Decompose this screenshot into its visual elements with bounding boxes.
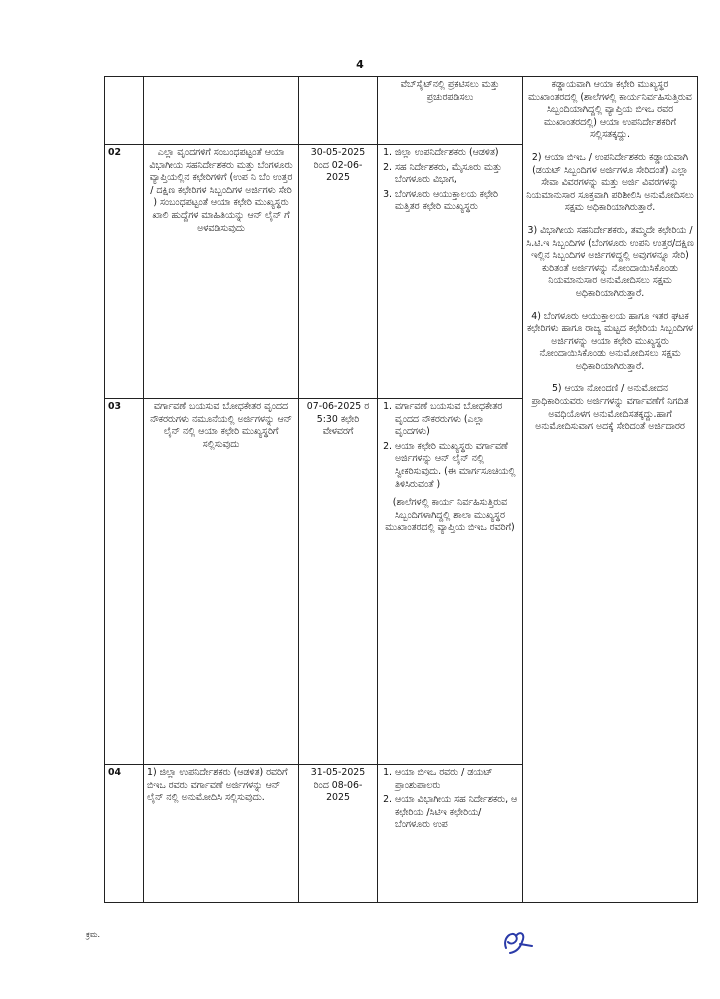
list-item: 3. ಬೆಂಗಳೂರು ಆಯುಕ್ತಾಲಯ ಕಛೇರಿ ಮತ್ತಿತರ ಕಛೇರಿ ಮುಖ್ಯಸ್ಥರು [395,189,519,214]
officer-note: (ಶಾಲೆಗಳಲ್ಲಿ ಕಾರ್ಯ ನಿರ್ವಹಿಸುತ್ತಿರುವ ಸಿಬ್ಬಂದಿಗಳಾಗಿದ್ದಲ್ಲಿ ಶಾಲಾ ಮುಖ್ಯಸ್ಥರ ಮುಖಾಂತರದಲ್ಲಿ ವ್ಯಾಪ್ತಿಯ ಬಿಇಒ ರವರಿಗೆ) [385,497,515,534]
officer-list [381,147,519,214]
table-row [105,77,698,145]
serial-number: 04 [105,765,144,903]
work-description: ಎಲ್ಲಾ ವೃಂದಗಳಿಗೆ ಸಂಬಂಧಪಟ್ಟಂತೆ ಆಯಾ ವಿಭಾಗೀಯ ಸಹನಿರ್ದೇಶಕರು ಮತ್ತು ಬೆಂಗಳೂರು ವ್ಯಾಪ್ತಿಯಲ್ಲಿನ ಕಛೇರಿಗಳಿಗೆ (ಉಪ ನಿ ಬೆಂ ಉತ್ತರ / ದಕ್ಷಿಣ ಕಛೇರಿಗಳ ಸಿಬ್ಬಂದಿಗಳ ಅರ್ಜಿಗಳು ಸೇರಿ ) ಸಂಬಂಧಪಟ್ಟಂತೆ ಆಯಾ ಕಛೇರಿ ಮುಖ್ಯಸ್ಥರು ಖಾಲಿ ಹುದ್ದೆಗಳ ಮಾಹಿತಿಯನ್ನು ಆನ್ ಲೈನ್ ಗೆ ಅಳವಡಿಸುವುದು [144,145,299,399]
note-paragraph: 3) ವಿಭಾಗೀಯ ಸಹನಿರ್ದೇಶಕರು, ತಮ್ಮದೇ ಕಛೇರಿಯ /ಸಿ.ಟಿ.ಇ ಸಿಬ್ಬಂದಿಗಳ (ಬೆಂಗಳೂರು ಉಪನಿ ಉತ್ತರ/ದಕ್ಷಿಣ ಇಲ್ಲಿನ ಸಿಬ್ಬಂದಿಗಳ ಅರ್ಜಿಗಳಿದ್ದಲ್ಲಿ ಅವುಗಳನ್ನೂ ಸೇರಿ) ಕುರಿತಂತೆ ಅರ್ಜಿಗಳನ್ನು ನೋಂದಾಯಿಸಿಕೊಂಡು ನಿಯಮಾನುಸಾರ ಅನುಮೋದಿಸಲು ಸಕ್ಷಮ ಅಧಿಕಾರಿಯಾಗಿರುತ್ತಾರೆ. [526,224,694,299]
list-item: 1. ಆಯಾ ಬಿಇಒ ರವರು / ಡಯಟ್ ಪ್ರಾಂಶುಪಾಲರು [395,767,519,792]
responsible-officer [378,145,523,399]
list-item: 2. ಆಯಾ ಕಛೇರಿ ಮುಖ್ಯಸ್ಥರು ವರ್ಗಾವಣೆ ಅರ್ಜಿಗಳನ್ನು ಆನ್ ಲೈನ್ ನಲ್ಲಿ ಸ್ವೀಕರಿಸುವುದು. (ಈ ಮಾರ್ಗಸೂಚಿಯಲ್ಲಿ ತಿಳಿಸಿರುವಂತೆ ) [395,441,519,491]
work-description: 1) ಜಿಲ್ಲಾ ಉಪನಿರ್ದೇಶಕರು (ಆಡಳಿತ) ರವರಿಗೆ ಬಿಇಒ ರವರು ವರ್ಗಾವಣೆ ಅರ್ಜಿಗಳನ್ನು ಆನ್ ಲೈನ್ ನಲ್ಲಿ ಅನುಮೋದಿಸಿ ಸಲ್ಲಿಸುವುದು. [144,765,299,903]
note-paragraph: 2) ಆಯಾ ಬಿಇಒ / ಉಪನಿರ್ದೇಶಕರು ಕಡ್ಡಾಯವಾಗಿ (ಡಯಟ್ ಸಿಬ್ಬಂದಿಗಳ ಅರ್ಜಿಗಳೂ ಸೇರಿದಂತೆ) ಎಲ್ಲಾ ಸೇವಾ ವಿವರಗಳನ್ನು ಮತ್ತು ಅರ್ಜಿ ವಿವರಗಳನ್ನು ನಿಯಮಾನುಸಾರ ಸೂಕ್ತವಾಗಿ ಪರಿಶೀಲಿಸಿ ಅನುಮೋದಿಸಲು ಸಕ್ಷಮ ಅಧಿಕಾರಿಯಾಗಿರುತ್ತಾರೆ. [526,151,694,214]
responsible-officer [378,765,523,903]
note-paragraph: ಕಡ್ಡಾಯವಾಗಿ ಆಯಾ ಕಛೇರಿ ಮುಖ್ಯಸ್ಥರ ಮುಖಾಂತರದಲ್ಲಿ (ಶಾಲೆಗಳಲ್ಲಿ ಕಾರ್ಯನಿರ್ವಹಿಸುತ್ತಿರುವ ಸಿಬ್ಬಂದಿಯಾಗಿದ್ದಲ್ಲಿ ವ್ಯಾಪ್ತಿಯ ಬಿಇಒ ರವರ ಮುಖಾಂತರದಲ್ಲಿ) ಆಯಾ ಉಪನಿರ್ದೇಶಕರಿಗೆ ಸಲ್ಲಿಸತಕ್ಕದ್ದು. [528,79,692,141]
date-range: 30-05-2025 ರಿಂದ 02-06-2025 [299,145,378,399]
officer-list [381,401,519,491]
officer-text: ವೆಬ್‌ಸೈಟ್‌ನಲ್ಲಿ ಪ್ರಕಟಿಸಲು ಮತ್ತು ಪ್ರಚುರಪಡಿಸಲು [400,79,500,103]
date-range [299,77,378,145]
responsible-officer [378,77,523,145]
note-paragraph: 5) ಆಯಾ ನೋಂದಣಿ / ಅನುಮೋದನ ಪ್ರಾಧಿಕಾರಿಯವರು ಅರ್ಜಿಗಳನ್ನು ವರ್ಗಾವಣೆಗೆ ನಿಗದಿತ ಅವಧಿಯೊಳಗ ಅನುಮೋದಿಸತಕ್ಕದ್ದು.ಹಾಗೆ ಅನುಮೋದಿಸುವಾಗ ಅದಕ್ಕೆ ಸೇರಿದಂತೆ ಅರ್ಜಿದಾರರ [531,383,689,433]
serial-number: 03 [105,399,144,765]
work-description: ವರ್ಗಾವಣೆ ಬಯಸುವ ಬೋಧಕೇತರ ವೃಂದದ ನೌಕರರುಗಳು ನಮೂನೆಯಲ್ಲಿ ಅರ್ಜಿಗಳನ್ನು ಆನ್ ಲೈನ್ ನಲ್ಲಿ ಆಯಾ ಕಛೇರಿ ಮುಖ್ಯಸ್ಥರಿಗೆ ಸಲ್ಲಿಸುವುದು [144,399,299,765]
officer-list [381,767,519,832]
signature [498,926,538,960]
list-item: 1. ಜಿಲ್ಲಾ ಉಪನಿರ್ದೇಶಕರು (ಆಡಳಿತ) [395,147,519,160]
responsible-officer [378,399,523,765]
note-paragraph: 4) ಬೆಂಗಳೂರು ಆಯುಕ್ತಾಲಯ ಹಾಗೂ ಇತರ ಘಟಕ ಕಛೇರಿಗಳು ಹಾಗೂ ರಾಜ್ಯ ಮಟ್ಟದ ಕಛೇರಿಯ ಸಿಬ್ಬಂದಿಗಳ ಅರ್ಜಿಗಳನ್ನು ಆಯಾ ಕಛೇರಿ ಮುಖ್ಯಸ್ಥರು ನೋಂದಾಯಿಸಿಕೊಂಡು ಅನುಮೋದಿಸಲು ಸಕ್ಷಮ ಅಧಿಕಾರಿಯಾಗಿರುತ್ತಾರೆ. [526,310,694,372]
notes-cell [523,77,698,903]
serial-number: 02 [105,145,144,399]
footer-mark: ಕ್ರಮ. [86,930,101,939]
list-item: 1. ವರ್ಗಾವಣೆ ಬಯಸುವ ಬೋಧಕೇತರ ವೃಂದದ ನೌಕರರುಗಳು (ಎಲ್ಲಾ ವೃಂದಗಳು) [395,401,519,439]
list-item: 2. ಆಯಾ ವಿಭಾಗೀಯ ಸಹ ನಿರ್ದೇಶಕರು, ಆ ಕಛೇರಿಯ /ಸಿಟಿಇ ಕಛೇರಿಯ/ ಬೆಂಗಳೂರು ಉಪ [395,794,519,832]
work-description [144,77,299,145]
date-range: 31-05-2025 ರಿಂದ 08-06-2025 [299,765,378,903]
date-range: 07-06-2025 ರ 5:30 ಕಛೇರಿ ವೇಳವರಗೆ [299,399,378,765]
page-number: 4 [356,58,364,71]
schedule-table [104,76,698,903]
serial-number [105,77,144,145]
list-item: 2. ಸಹ ನಿರ್ದೇಶಕರು, ಮೈಸೂರು ಮತ್ತು ಬೆಂಗಳೂರು ವಿಭಾಗ, [395,162,519,187]
